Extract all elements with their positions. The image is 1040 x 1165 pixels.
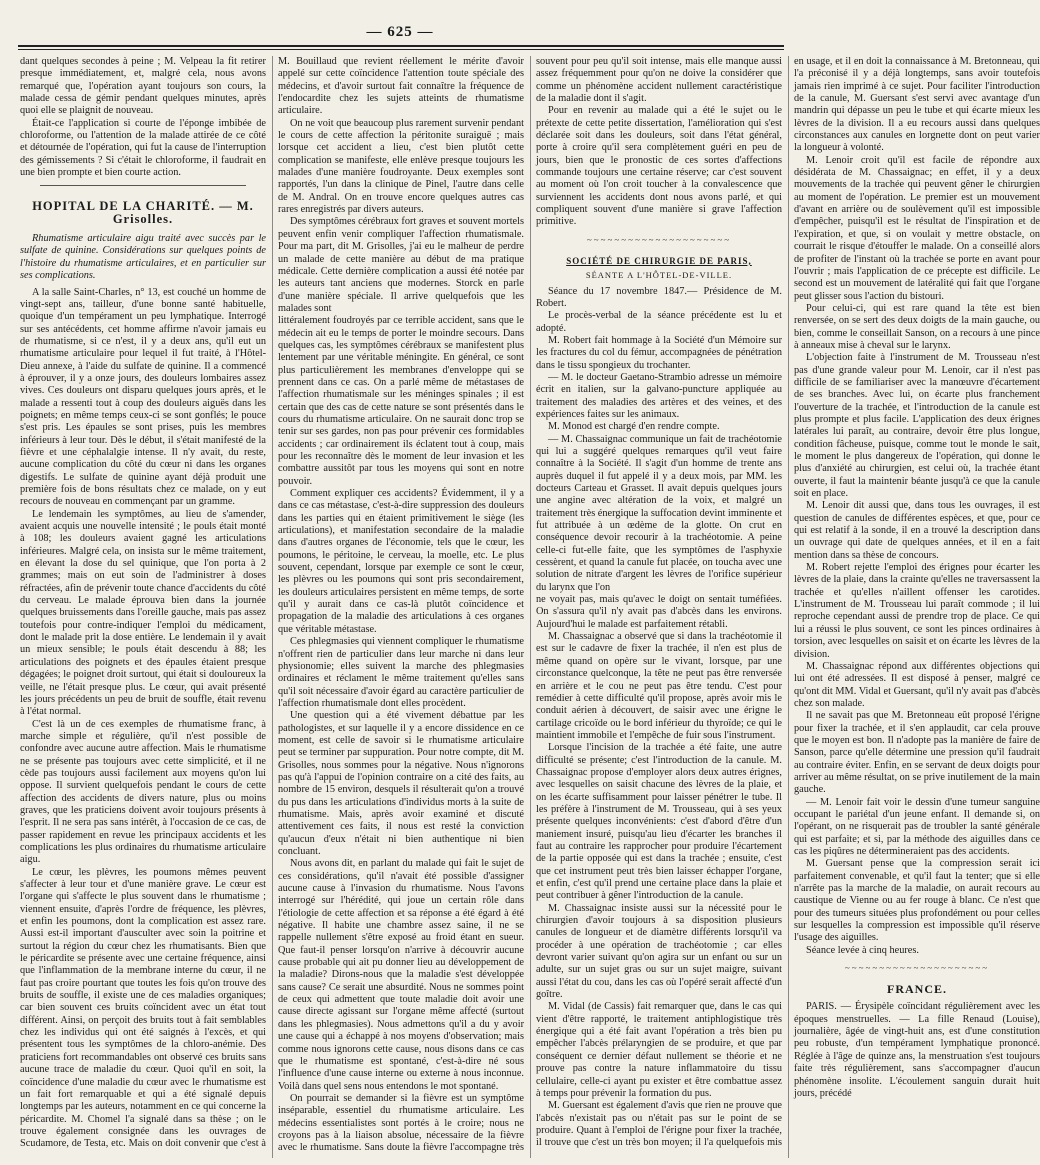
- paragraph: M. Lenoir croit qu'il est facile de répondre aux désidérata de M. Chassaignac; en effet, il y a deux mouvements de la trachée qui peuvent gêner le chirurgien au moment de l'opération. Le premier est un mouvement d'avant en arrière ou de soulèvement qu'il est impossible d'empêcher, puisqu'il est le résultat de l'inspiration et de l'expiration, et que, si on voulait y mettre obstacle, on courrait le risque d'étouffer le malade. On a conseillé alors de profiter de l'instant où la trachée se porte en avant pour l'ouvrir ; mais l'application de ce précepte est difficile. Le second est un mouvement de latéralité qui fait que l'organe peut glisser sous l'action du bistouri.: [794, 154, 1040, 302]
- page-number: — 625 —: [366, 24, 434, 40]
- section-heading-france: FRANCE.: [887, 982, 947, 997]
- section-heading-societe: SOCIÉTÉ DE CHIRURGIE DE PARIS,: [566, 255, 752, 266]
- paragraph: C'est là un de ces exemples de rhumatisme franc, à marche simple et régulière, qu'il n'est possible de confondre avec aucune autre affection. Mais le rhumatisme ne se présente pas toujours avec cette simplicité, et il ne cède pas toujours aussi facilement aux moyens qu'on lui oppose. Il survient quelquefois pendant le cours de cette affection des accidents de divers nature, plus ou moins graves, que les praticiens doivent avoir toujours présents à l'esprit. Il ne sera pas sans intérêt, à l'occasion de ce cas, de passer rapidement en revue les principaux accidents et les complications les plus ordinaires du rhumatisme articulaire aigu.: [20, 718, 266, 866]
- paragraph: M. Chassaignac répond aux différentes objections qui lui ont été adressées. Il est disposé à penser, malgré ce qu'ont dit MM. Vidal et Guersant, qu'il n'y avait pas d'abcès chez son malade.: [794, 660, 1040, 709]
- paragraph: — M. Chassaignac communique un fait de trachéotomie qui lui a suggéré quelques remarques qu'il veut faire connaître à la Société. Il s'agit d'un homme de trente ans auprès duquel il fut appelé il y a deux mois, par MM. les docteurs Carteau et Grasset. Il avait depuis quelques jours une angine avec altération de la voix, et malgré un traitement très énergique la suffocation devint imminente et fut attribuée à un œdème de la glotte. On crut en conséquence devoir recourir à la trachéotomie. A peine celle-ci fut-elle faite, que les symptômes de l'asphyxie cessèrent, et quand la canule fut placée, on toucha avec une solution de nitrate d'argent les lèvres de l'orifice supérieur du larynx que l'on: [536, 433, 782, 593]
- ornament-divider: ~~~~~~~~~~~~~~~~~~~~~: [586, 234, 732, 245]
- paragraph: A la salle Saint-Charles, n° 13, est couché un homme de vingt-sept ans, tailleur, d'une bonne santé habituelle, quoique d'un tempérament un peu lymphatique. Interrogé sur ses antécédents, cet homme affirme n'avoir jamais eu de rhumatisme, si ce n'est, il y a deux ans, qu'il eut un rhumatisme articulaire pour lequel il fut traité, à l'Hôtel-Dieu annexe, à l'aide du sulfate de quinine. Il a commencé à éprouver, il y a onze jours, des douleurs lombaires assez vives. Ces douleurs ont disparu quelques jours après, et le malade a ressenti tout à coup des douleurs aiguës dans les poignets; en même temps ceux-ci se sont gonflés; le pouce s'est pris. Les épaules se sont prises, puis les membres inférieurs à leur tour. Dès le début, il s'était manifesté de la fièvre et une céphalalgie intense. Il n'y avait, du reste, aucune complication du côté du cœur ni dans les organes digestifs. Le sulfate de quinine ayant déjà produit une première fois de bons résultats chez ce malade, on y eut recours de nouveau en commençant par un gramme.: [20, 286, 266, 508]
- paragraph: dant quelques secondes à peine ; M. Velpeau la fit retirer presque immédiatement, et, malgré cela, nous avons remarqué que, l'opération ayant toujours son cours, la malade cessa de gémir pendant quelques minutes, après quoi elle se plaignit de nouveau.: [20, 56, 266, 117]
- paragraph: ne voyait pas, mais qu'avec le doigt on sentait tuméfiées. On s'assura qu'il n'y avait pas d'abcès dans les environs. Aujourd'hui le malade est parfaitement rétabli.: [536, 594, 782, 630]
- paragraph: M. Chassaignac insiste aussi sur la nécessité pour le chirurgien d'avoir toujours à sa disposition plusieurs canules de longueur et de diamètre différents lorsqu'il va procéder à une opération de trachéotomie ; car elles devront varier suivant qu'on agira sur un enfant ou sur un adulte, sur un sujet gras ou sur un sujet maigre, suivant aussi l'état du cou, dans les cas où l'opéré serait affecté d'un goître.: [536, 902, 782, 1001]
- paragraph: Le lendemain les symptômes, au lieu de s'amender, avaient acquis une nouvelle intensité ; le pouls était monté à 108; les douleurs avaient gagné les articulations inférieures. Malgré cela, on insista sur le même traitement, en élevant la dose du sel quinique, que l'on porta à 2 grammes; mais on eut soin de l'administrer à doses réfractées, afin de prévenir toute chance d'accidents du côté du cerveau. Le malade éprouva bien dans la journée quelques bruissements dans l'oreille gauche, mais pas assez toutefois pour contre-indiquer l'emploi du médicament, dont le malade prit la dose entière. Le lendemain il y avait un mieux sensible; le pouls était descendu à 88; les articulations des poignets et des épaules étaient presque dégagées; le poignet droit surtout, qui était si douloureux la veille, ne l'était presque plus. Le cœur, qui avait présenté les jours précédents un peu de bruit de souffle, était revenu à l'état normal.: [20, 508, 266, 718]
- paragraph: Pour celui-ci, qui est rare quand la tête est bien renversée, on se sert des deux doigts de la main gauche, ou bien, comme le conseillait Sanson, on a recours à une pince à anneaux mise à cheval sur le larynx.: [794, 302, 1040, 351]
- newspaper-page: [20, 56, 1040, 1158]
- paragraph: M. Vidal (de Cassis) fait remarquer que, dans le cas qui vient d'être rapporté, le traitement antiphlogistique très énergique qui a été fait avant l'opération a très bien pu empêcher l'abcès prélaryngien de se produire, et que par conséquent ce dernier défaut nullement se théorie et ne prouve pas contre la nature inflammatoire du tissu cellulaire, celle-ci ayant pu exister et être combattue assez à temps pour prévenir la formation du pus.: [536, 1001, 782, 1099]
- paragraph: M. Guersant pense que la compression serait ici parfaitement convenable, et qu'il faut la tenter; que si elle n'arrête pas la marche de la maladie, on aurait recours au caustique de Vienne ou au fer rouge à blanc. Ce n'est que pour des tumeurs situées plus profondément ou pour celles sur lesquelles la compression est impossible qu'il réserve l'usage des aiguilles.: [794, 858, 1040, 944]
- paragraph: Séance levée à cinq heures.: [806, 944, 919, 956]
- paragraph: Lorsque l'incision de la trachée a été faite, une autre difficulté se présente; c'est l'introduction de la canule. M. Chassaignac propose d'employer alors deux autres érignes, avec lesquelles on saisit chacune des lèvres de la plaie, et on les écarte suffisamment pour laisser pénétrer le tube. Il les préfère à l'instrument de M. Trousseau, qui à ses yeux présente quelques inconvénients: c'est d'abord d'être d'un maniement insuré, puisqu'au lieu d'écarter les branches il faut au contraire les rapprocher pour produire l'écartement de la partie opposée qui est dans la trachée ; ensuite, c'est que cet instrument peut très bien laisser échapper l'organe, et enfin, c'est qu'il prend une certaine place dans la plaie et peut contribuer à gêner l'introduction de la canule.: [536, 742, 782, 902]
- section-subheading: SÉANTE A L'HÔTEL-DE-VILLE.: [585, 270, 733, 281]
- paragraph: M. Robert fait hommage à la Société d'un Mémoire sur les fractures du col du fémur, accompagnées de pénétration dans le tissu spongieux du trochanter.: [536, 334, 782, 371]
- section-heading-charite: HOPITAL DE LA CHARITÉ. — M. Grisolles.: [32, 199, 254, 226]
- paragraph: L'objection faite à l'instrument de M. Trousseau n'est pas d'une grande valeur pour M. Lenoir, car il n'est pas difficile de se familiariser avec la manœuvre d'écartement de ses branches. Avec lui, on écarte plus franchement l'ouverture de la trachée, et l'introduction de la canule est plus prompte et plus facile. L'application des deux érignes latérales lui paraît, au contraire, devoir être plus longue, condition fâcheuse, puisque, comme tout le monde le sait, le moment le plus dangereux de l'opération, qui donne le plus d'anxiété au chirurgien, est celui où, la trachée étant ouverte, il faut la maintenir béante jusqu'à ce que la canule soit en place.: [794, 352, 1040, 500]
- paragraph: PARIS. — Érysipèle coïncidant régulièrement avec les époques menstruelles. — La fille Renaud (Louise), journalière, âgée de vingt-huit ans, est d'une constitution peu robuste, d'un tempérament lymphatique prononcé. Réglée à l'âge de quinze ans, la menstruation s'est toujours faite très régulièrement, sans s'accompagner d'aucun phénomène insolite. L'écoulement sanguin durait huit jours, précédé: [794, 1001, 1040, 1099]
- paragraph: Il ne savait pas que M. Bretonneau eût proposé l'érigne pour fixer la trachée, et il s'en applaudit, car cela prouve que le moyen est bon. Il n'adopte pas la manière de faire de Sanson, parce qu'elle détermine une pression qu'il faudrait au contraire éviter. Enfin, en se servant de deux doigts pour arriver au même résultat, on se prive inutilement de la main gauche.: [794, 710, 1040, 796]
- paragraph: Nous avons dit, en parlant du malade qui fait le sujet de ces considérations, qu'il n'avait été possible d'assigner aucune cause à l'invasion du rhumatisme. Nous l'avons interrogé sur l'hérédité, qui joue un certain rôle dans l'étiologie de cette affection et sa réponse a été égard à été négative. Il habite une chambre assez saine, il ne se rappelle nullement s'être exposé au froid étant en sueur. Que faut-il penser lorsqu'on n'arrive à découvrir aucune cause probable qui ait pu donner lieu au développement de la maladie? Dirons-nous que la maladie s'est développée sans cause? Ce serait une absurdité. Nous ne sommes point de ceux qui admettent que toute maladie doit avoir une cause directe agissant sur l'organe même affecté (surtout dans les phlegmasies). Nous admettons qu'il a du y avoir une cause qui a échappé à nos moyens d'observation; mais comme nous ignorons cette cause, nous disons dans ce cas que le rhumatisme est spontané, c'est-à-dire né sous l'influence d'une cause interne ou externe à nous inconnue. Voilà dans quel sens nous entendons le mot spontané.: [278, 858, 524, 1092]
- paragraph: M. Chassaignac a observé que si dans la trachéotomie il est sur le cadavre de fixer la trachée, il n'en est plus de même quand on opère sur le vivant, lorsque, par une circonstance quelconque, la tête ne peut pas être renversée en arrière et le cou ne peut pas être tendu. C'est pour remédier à cette difficulté qu'il propose, après avoir mis le conduit aérien à découvert, de saisir avec une érigne le cartilage cricoïde ou le bord inférieur du thyroïde; ce qui le maintient immobile et l'empêche de fuir sous l'instrument.: [536, 631, 782, 741]
- article-summary: Rhumatisme articulaire aigu traité avec succès par le sulfate de quinine. Considérations sur quelques points de l'histoire du rhumatisme articulaires, et en particulier sur ses complications.: [20, 233, 266, 282]
- paragraph: M. Lenoir dit aussi que, dans tous les ouvrages, il est question de canules de différentes espèces, et que, pour ce qui est relatif à la sonde, il en a trouvé la description dans un ouvrage qui date de quelques années, et il en a fait mention dans sa thèse de concours.: [794, 500, 1040, 561]
- paragraph: On ne voit que beaucoup plus rarement survenir pendant le cours de cette affection la péritonite suraiguë ; mais lorsque cet accident a lieu, c'est bien plutôt cette complication se manifeste, elle enlève presque toujours les malades d'une manière foudroyante. Deux exemples sont rapportés, l'un dans la clinique de Pinel, l'autre dans celle de M. Andral. On en trouve encore quelques autres cas rares enregistrés par divers auteurs.: [278, 117, 524, 216]
- paragraph: M. Robert rejette l'emploi des érignes pour écarter les lèvres de la plaie, dans la crainte qu'elles ne traversassent la trachée et qu'elles n'aillent offenser les carotides. L'instrument de M. Trousseau lui paraît commode ; il lui reproche cependant aussi de prendre trop de place. Ce qui lui a réussi le plus souvent, ce sont les pinces ordinaires à torsion, avec lesquelles on saisit et on écarte les lèvres de la division.: [794, 562, 1040, 660]
- paragraph: Ces phlegmasies qui viennent compliquer le rhumatisme n'offrent rien de particulier dans leur marche ni dans leur physionomie; elles suivent la marche des phlegmasies ordinaires et réclament le même traitement qu'elles sans qu'il soit nécessaire d'avoir égard au caractère particulier de l'affection rhumatismale dont elles procèdent.: [278, 636, 524, 709]
- paragraph: Le procès-verbal de la séance précédente est lu et adopté.: [536, 310, 782, 334]
- paragraph: M. Monod est chargé d'en rendre compte.: [548, 421, 720, 433]
- paragraph: Le cœur, les plèvres, les poumons mêmes peuvent s'affecter à leur tour et d'une manière grave. Le cœur est l'organe qui s'affecte le plus souvent dans le rhumatisme ; viennent ensuite, d'après l'ordre de fréquence, les plèvres, et enfin les poumons, dont la complication est assez rare. Aussi est-il important d'ausculter avec soin la poitrine et surtout la région du cœur chez les rhumatisants. Bien que le péricardite se présente avec une certaine fréquence, ainsi que l'inflammation de la membrane interne du cœur, il ne faut pas croire pourtant que toutes les fois qu'on trouve des bruits de souffle, il existe une de ces maladies organiques; car bien souvent ces bruits coïncident avec un état tout différent. Ainsi, on perçoit des bruits tout à fait semblables chez les individus qui ont été saignés à l'excès, et qui présentent tous les symptômes de la chloro-anémie. Des praticiens fort recommandables ont observé ces bruits sans aucune trace de maladie du cœur. Quoi qu'il en soit, la coïncidence d'une maladie du cœur avec le rhumatisme est un fait fort remarquable et qui a été signalé depuis longtemps par les auteurs, notamment en ce qui concerne la péricardite. M. Chomel l'a signalé dans sa thèse ; on le trouve également consignée dans les ouvrages de Scudamore, de Testa, etc. Mais on doit convenir que c'est à M. Bouillaud que revient réellement le mérite d'avoir appelé sur cette coïncidence l'attention toute spéciale des médecins, et d'avoir surtout fait connaître la fréquence de l'endocardite chez les sujets atteints de rhumatisme articulaire.: [20, 56, 524, 1150]
- paragraph: — M. Lenoir fait voir le dessin d'une tumeur sanguine occupant le pariétal d'un jeune enfant. Il demande si, on l'opérant, on ne risquerait pas de troubler la santé générale qui est parfaite; et si, par la méthode des aiguilles dans ce cas les piqûres ne détermineraient pas des accidents.: [794, 796, 1040, 857]
- paragraph: Comment expliquer ces accidents? Évidemment, il y a dans ce cas métastase, c'est-à-dire suppression des douleurs dans les parties qui en étaient primitivement le siège (les articulations), et manifestation secondaire de la maladie dans d'autres organes de l'économie, tels que le cœur, les poumons, le péritoine, le cerveau, la moelle, etc. Le plus souvent, cependant, lorsque par exemple ce sont le cœur, les plèvres ou les poumons qui sont pris secondairement, les douleurs articulaires persistent en même temps, de sorte qu'il y aurait dans ce cas-là plutôt coïncidence et propagation de la maladie des articulations à ces organes que véritable métastase.: [278, 488, 524, 635]
- header-rule: [18, 45, 784, 50]
- paragraph: — M. le docteur Gaetano-Strambio adresse un mémoire écrit en italien, sur la galvano-puncture appliquée au traitement des maladies des artères et des veines, et des expériences faites sur les animaux.: [536, 371, 782, 420]
- paragraph: Était-ce l'application si courte de l'éponge imbibée de chloroforme, ou l'attention de la malade attirée de ce côté et détournée de l'opération, qui fut la cause de l'interruption des gémissements ? Si c'était le chloroforme, il faudrait en une bien prompte et bien courte action.: [20, 117, 266, 179]
- paragraph: M. Guersant est également d'avis que rien ne prouve que l'abcès n'existait pas ou n'était pas sur le point de se produire. Quant à l'emploi de l'érigne pour fixer la trachée, il trouve que c'est un très bon moyen; il l'a quelquefois mis en usage, et il en doit la connaissance à M. Bretonneau, qui l'a préconisé il y a déjà longtemps, sans avoir toutefois jamais rien imprimé à ce sujet. Pour faciliter l'introduction de la canule, M. Guersant s'est servi avec avantage d'un mandrin qui dépasse un peu le tube et qui écarte mieux les lèvres de la division. Il a eu recours aussi dans quelques circonstances aux canules en lorgnette dont on peut varier la longueur à volonté.: [536, 56, 1040, 1149]
- paragraph: Séance du 17 novembre 1847.— Présidence de M. Robert.: [536, 285, 782, 309]
- paragraph: On pourrait se demander si la fièvre est un symptôme inséparable, essentiel du rhumatisme articulaire. Les médecins essentialistes sont portés à le croire; nous ne croyons pas à la liaison absolue, nécessaire de la fièvre avec le rhumatisme. Sans doute la fièvre l'accompagne très souvent pour peu qu'il soit intense, mais elle manque aussi assez fréquemment pour qu'on ne doive la considérer que comme un phénomène accident nullement caractéristique de la maladie dont il s'agit.: [278, 56, 782, 1154]
- paragraph: littéralement foudroyés par ce terrible accident, sans que le médecin ait eu le temps de porter le moindre secours. Dans quelques cas, les symptômes cérébraux se manifestent plus lentement par une véritable méningite. En général, ce sont plus particulièrement les membranes d'enveloppe qui se prennent dans ce cas. On a parlé même de métastases de l'affection rhumatismale sur les méninges spinales ; il est certain que des cas de cette nature se sont présentés dans le cours du rhumatisme articulaire. On ne saurait donc trop se tenir sur ses gardes, non pas pour prévenir ces formidables accidents ; car ordinairement ils éclatent tout à coup, mais pour les reconnaître dès le moment de leur invasion et les combattre aussitôt par tous les moyens qui sont en notre pouvoir.: [278, 315, 524, 487]
- ornament-divider: ~~~~~~~~~~~~~~~~~~~~~: [844, 963, 990, 974]
- paragraph: Une question qui a été vivement débattue par les pathologistes, et sur laquelle il y a encore dissidence en ce moment, est celle de savoir si le rhumatisme articulaire peut se terminer par suppuration. Pour notre compte, dit M. Grisolles, nous sommes pour la négative. Nous n'ignorons pas qu'à l'appui de l'opinion contraire on a cité des faits, au nombre de 15 environ, desquels il résulterait qu'on a trouvé du pus dans les articulations d'individus morts à la suite de rhumatisme. Mais, après avoir examiné et discuté attentivement ces faits, il nous est resté la conviction qu'aucun d'eux n'était ni bien authentique ni bien concluant.: [278, 710, 524, 857]
- paragraph: Des symptômes cérébraux fort graves et souvent mortels peuvent enfin venir compliquer l'affection rhumatismale. Pour ma part, dit M. Grisolles, j'ai eu le malheur de perdre un malade de cette manière au début de ma pratique médicale. Cette dernière complication a aussi été notée par les auteurs tant anciens que modernes. Storck en parle d'une manière spéciale. Il arrive quelquefois que les malades sont: [278, 216, 524, 314]
- separator-rule: [40, 185, 246, 186]
- paragraph: Pour en revenir au malade qui a été le sujet ou le prétexte de cette petite dissertation, l'amélioration qui s'est déclarée soit dans les douleurs, soit dans l'état général, porte à croire qu'il sera complètement guéri en peu de jours, bien que le pronostic de ces sortes d'affections commande toujours une certaine réserve; car c'est souvent au moment où l'on croit toucher à la convalescence que surviennent les accidents dont nous avons parlé, et qui compliquent souvent d'une manière si grave l'affection primitive.: [536, 105, 782, 228]
